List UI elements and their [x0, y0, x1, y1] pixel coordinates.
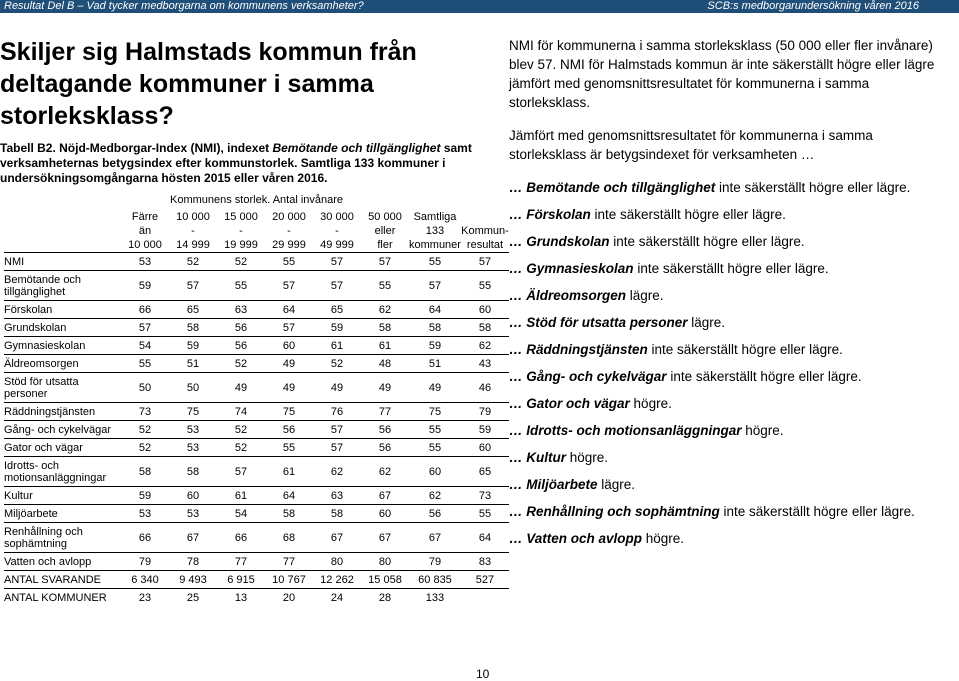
- table-cell: 76: [313, 403, 361, 421]
- column-header-line: -: [335, 225, 339, 237]
- heading-line: Skiljer sig Halmstads kommun från: [0, 38, 417, 66]
- table-row: [4, 487, 509, 505]
- table-cell: 59: [313, 319, 361, 337]
- results-table: [4, 192, 509, 606]
- page-number: 10: [476, 667, 490, 681]
- table-cell: 65: [461, 457, 509, 487]
- commentary-item-verdict: högre.: [642, 531, 685, 546]
- row-label: Grundskolan: [4, 319, 121, 337]
- commentary-paragraph: Jämfört med genomsnittsresultatet för kommunerna i samma storleksklass är betygsindexet för verksamheten …: [509, 128, 873, 162]
- table-cell: 65: [313, 301, 361, 319]
- page-heading: [0, 36, 470, 132]
- table-cell: 78: [169, 553, 217, 571]
- table-cell: 58: [361, 319, 409, 337]
- banner-left-text: Resultat Del B – Vad tycker medborgarna om kommunens verksamheter?: [4, 0, 364, 12]
- table-cell: 59: [169, 337, 217, 355]
- table-cell: 56: [217, 319, 265, 337]
- table-cell: 12 262: [313, 571, 361, 589]
- column-header-line: 15 000: [224, 211, 258, 223]
- table-cell: 68: [265, 523, 313, 553]
- column-header: [217, 192, 265, 253]
- table-cell: 62: [313, 457, 361, 487]
- row-label: Idrotts- och motionsanläggningar: [4, 457, 121, 487]
- table-cell: 46: [461, 373, 509, 403]
- column-header: [169, 192, 217, 253]
- table-cell: 67: [409, 523, 461, 553]
- table-cell: 53: [169, 505, 217, 523]
- table-cell: 54: [121, 337, 169, 355]
- table-cell: 55: [409, 253, 461, 271]
- column-header-line: Samtliga: [413, 211, 457, 223]
- column-header-line: Kommun-: [461, 225, 509, 237]
- table-row: [4, 523, 509, 553]
- table-cell: 28: [361, 589, 409, 607]
- table-cell: 62: [361, 457, 409, 487]
- column-header-line: 29 999: [272, 239, 306, 251]
- table-cell: 55: [265, 439, 313, 457]
- commentary-item: [509, 259, 949, 278]
- commentary-item-verdict: inte säkerställt högre eller lägre.: [590, 207, 786, 222]
- table-row: [4, 355, 509, 373]
- column-header-line: fler: [377, 239, 393, 251]
- table-cell: 52: [217, 439, 265, 457]
- commentary-item-verdict: inte säkerställt högre eller lägre.: [715, 180, 911, 195]
- table-cell: 64: [265, 487, 313, 505]
- table-cell: 66: [121, 523, 169, 553]
- table-cell: 61: [313, 337, 361, 355]
- table-row: [4, 421, 509, 439]
- row-label: Gymnasieskolan: [4, 337, 121, 355]
- table-cell: 6 915: [217, 571, 265, 589]
- table-cell: 60: [361, 505, 409, 523]
- table-cell: 55: [461, 271, 509, 301]
- table-cell: 56: [409, 505, 461, 523]
- row-label: Vatten och avlopp: [4, 553, 121, 571]
- table-row: [4, 553, 509, 571]
- table-cell: 67: [169, 523, 217, 553]
- table-cell: 54: [217, 505, 265, 523]
- column-header-line: 49 999: [320, 239, 354, 251]
- table-cell: 23: [121, 589, 169, 607]
- table-cell: 49: [409, 373, 461, 403]
- table-cell: 50: [169, 373, 217, 403]
- table-cell: 65: [169, 301, 217, 319]
- row-label: Gång- och cykelvägar: [4, 421, 121, 439]
- commentary-item: [509, 313, 949, 332]
- table-cell: 133: [409, 589, 461, 607]
- commentary-item: [509, 475, 949, 494]
- row-label: Miljöarbete: [4, 505, 121, 523]
- commentary-item: [509, 394, 949, 413]
- table-cell: 57: [121, 319, 169, 337]
- commentary-item: [509, 286, 949, 305]
- column-header: [361, 192, 409, 253]
- column-header: [409, 192, 461, 253]
- column-group-label: Kommunens storlek. Antal invånare: [170, 194, 344, 206]
- table-cell: 66: [121, 301, 169, 319]
- table-row: [4, 505, 509, 523]
- row-label: ANTAL SVARANDE: [4, 571, 121, 589]
- table-cell: 63: [217, 301, 265, 319]
- table-cell: 57: [313, 421, 361, 439]
- commentary-item-subject: … Grundskolan: [509, 234, 610, 249]
- commentary-item-verdict: inte säkerställt högre eller lägre.: [633, 261, 829, 276]
- table-cell: 77: [361, 403, 409, 421]
- table-cell: 55: [409, 439, 461, 457]
- commentary-item-subject: … Gymnasieskolan: [509, 261, 634, 276]
- table-cell: 60: [169, 487, 217, 505]
- column-header-line: än: [138, 225, 152, 237]
- table-cell: 49: [361, 373, 409, 403]
- header-banner: [0, 0, 959, 13]
- table-cell: 60: [461, 301, 509, 319]
- table-cell: 62: [361, 301, 409, 319]
- column-header-line: resultat: [466, 239, 503, 251]
- table-cell: 55: [217, 271, 265, 301]
- table-cell: 53: [169, 439, 217, 457]
- table-cell: 51: [409, 355, 461, 373]
- column-header-line: 50 000: [368, 211, 402, 223]
- table-cell: 13: [217, 589, 265, 607]
- commentary-item-verdict: inte säkerställt högre eller lägre.: [647, 342, 843, 357]
- table-cell: 56: [265, 421, 313, 439]
- table-row: [4, 319, 509, 337]
- table-cell: 58: [121, 457, 169, 487]
- table-row: [4, 271, 509, 301]
- table-cell: 61: [217, 487, 265, 505]
- table-cell: 77: [217, 553, 265, 571]
- table-cell: 50: [121, 373, 169, 403]
- row-label: NMI: [4, 253, 121, 271]
- table-cell: 57: [265, 271, 313, 301]
- table-cell: 58: [169, 457, 217, 487]
- table-cell: 43: [461, 355, 509, 373]
- table-cell: 59: [121, 271, 169, 301]
- table-header-row: [4, 192, 509, 253]
- table-cell: [461, 589, 509, 607]
- header-corner: [4, 192, 121, 253]
- table-cell: 57: [461, 253, 509, 271]
- table-cell: 52: [169, 253, 217, 271]
- table-row: [4, 373, 509, 403]
- table-cell: 49: [265, 373, 313, 403]
- caption-emphasis: Bemötande och tillgänglighet: [272, 141, 441, 155]
- row-label: ANTAL KOMMUNER: [4, 589, 121, 607]
- table-cell: 57: [313, 439, 361, 457]
- table-cell: 60: [461, 439, 509, 457]
- row-label: Bemötande och tillgänglighet: [4, 271, 121, 301]
- commentary-item-verdict: inte säkerställt högre eller lägre.: [719, 504, 915, 519]
- table-row: [4, 571, 509, 589]
- table-cell: 52: [217, 253, 265, 271]
- column-header: [313, 192, 361, 253]
- table-cell: 51: [169, 355, 217, 373]
- table-cell: 49: [265, 355, 313, 373]
- table-cell: 20: [265, 589, 313, 607]
- table-cell: 58: [169, 319, 217, 337]
- table-cell: 59: [409, 337, 461, 355]
- column-header: [265, 192, 313, 253]
- commentary-item-verdict: högre.: [629, 396, 672, 411]
- commentary-item-verdict: högre.: [566, 450, 609, 465]
- table-cell: 67: [361, 523, 409, 553]
- commentary-item-verdict: inte säkerställt högre eller lägre.: [666, 369, 862, 384]
- table-cell: 67: [361, 487, 409, 505]
- commentary-item: [509, 232, 949, 251]
- table-cell: 57: [313, 253, 361, 271]
- table-cell: 79: [409, 553, 461, 571]
- column-header-line: Färre: [131, 211, 159, 223]
- table-cell: 56: [361, 439, 409, 457]
- commentary-paragraph: NMI för kommunerna i samma storleksklass (50 000 eller fler invånare) blev 57. NMI för Halmstads kommun är inte säkerställt högre eller lägre jämfört med genomsnittsresultatet för kommunerna i samma storleksklass.: [509, 38, 935, 110]
- table-cell: 49: [313, 373, 361, 403]
- commentary-item-verdict: lägre.: [687, 315, 726, 330]
- row-label: Stöd för utsatta personer: [4, 373, 121, 403]
- column-header: [121, 192, 169, 253]
- commentary-item: [509, 529, 949, 548]
- table-cell: 527: [461, 571, 509, 589]
- column-header-line: 30 000: [320, 211, 354, 223]
- table-cell: 55: [409, 421, 461, 439]
- commentary-item: [509, 448, 949, 467]
- column-header-line: -: [239, 225, 243, 237]
- table-cell: 73: [121, 403, 169, 421]
- table-cell: 59: [461, 421, 509, 439]
- column-header-line: 14 999: [176, 239, 210, 251]
- commentary-item-subject: … Kultur: [509, 450, 566, 465]
- table-cell: 15 058: [361, 571, 409, 589]
- table-cell: 9 493: [169, 571, 217, 589]
- table-cell: 57: [409, 271, 461, 301]
- commentary-item: [509, 421, 949, 440]
- table-cell: 80: [313, 553, 361, 571]
- commentary-item-verdict: lägre.: [626, 288, 664, 303]
- table-cell: 59: [121, 487, 169, 505]
- commentary-item-subject: … Vatten och avlopp: [509, 531, 643, 546]
- banner-right-text: SCB:s medborgarundersökning våren 2016: [707, 0, 919, 12]
- commentary-item-verdict: inte säkerställt högre eller lägre.: [609, 234, 805, 249]
- table-cell: 80: [361, 553, 409, 571]
- table-cell: 62: [461, 337, 509, 355]
- table-cell: 53: [169, 421, 217, 439]
- table-cell: 53: [121, 253, 169, 271]
- column-header-line: 20 000: [272, 211, 306, 223]
- row-label: Kultur: [4, 487, 121, 505]
- caption-part: Tabell B2. Nöjd-Medborgar-Index (NMI), indexet: [0, 141, 273, 155]
- table-cell: 67: [313, 523, 361, 553]
- commentary-item: [509, 205, 949, 224]
- row-label: Gator och vägar: [4, 439, 121, 457]
- column-header-line: 10 000: [176, 211, 210, 223]
- table-cell: 6 340: [121, 571, 169, 589]
- commentary-item-verdict: högre.: [741, 423, 784, 438]
- commentary-item-subject: … Bemötande och tillgänglighet: [509, 180, 716, 195]
- table-cell: 60 835: [409, 571, 461, 589]
- heading-line: storleksklass?: [0, 102, 174, 130]
- table-cell: 55: [265, 253, 313, 271]
- commentary-item-subject: … Renhållning och sophämtning: [509, 504, 720, 519]
- heading-line: deltagande kommuner i samma: [0, 70, 374, 98]
- table-cell: 55: [461, 505, 509, 523]
- table-cell: 56: [217, 337, 265, 355]
- table-cell: 58: [265, 505, 313, 523]
- table-cell: 57: [265, 319, 313, 337]
- table-row: [4, 439, 509, 457]
- commentary-list: [509, 178, 949, 548]
- table-cell: 74: [217, 403, 265, 421]
- table-cell: 52: [121, 421, 169, 439]
- table-cell: 55: [361, 271, 409, 301]
- column-header-line: 10 000: [128, 239, 162, 251]
- table-cell: 57: [169, 271, 217, 301]
- row-label: Renhållning och sophämtning: [4, 523, 121, 553]
- row-label: Förskolan: [4, 301, 121, 319]
- column-header: [461, 192, 509, 253]
- table-cell: 64: [461, 523, 509, 553]
- commentary-item-subject: … Idrotts- och motionsanläggningar: [509, 423, 742, 438]
- table-caption: [0, 141, 480, 186]
- column-header-line: 19 999: [224, 239, 258, 251]
- commentary-item-subject: … Räddningstjänsten: [509, 342, 648, 357]
- table-cell: 48: [361, 355, 409, 373]
- column-header-line: 133: [425, 225, 445, 237]
- table-cell: 53: [121, 505, 169, 523]
- table-cell: 62: [409, 487, 461, 505]
- table-cell: 61: [265, 457, 313, 487]
- table-cell: 57: [217, 457, 265, 487]
- table-cell: 24: [313, 589, 361, 607]
- table-cell: 57: [361, 253, 409, 271]
- table-cell: 58: [461, 319, 509, 337]
- table-cell: 57: [313, 271, 361, 301]
- table-cell: 58: [313, 505, 361, 523]
- table-cell: 58: [409, 319, 461, 337]
- table-cell: 63: [313, 487, 361, 505]
- table-cell: 61: [361, 337, 409, 355]
- table-cell: 75: [169, 403, 217, 421]
- table-row: [4, 457, 509, 487]
- table-row: [4, 589, 509, 607]
- table-row: [4, 253, 509, 271]
- table-cell: 79: [121, 553, 169, 571]
- table-cell: 64: [409, 301, 461, 319]
- table-cell: 25: [169, 589, 217, 607]
- table-cell: 75: [265, 403, 313, 421]
- table-cell: 64: [265, 301, 313, 319]
- table-cell: 52: [217, 355, 265, 373]
- commentary-item: [509, 340, 949, 359]
- table-cell: 52: [217, 421, 265, 439]
- commentary-item-subject: … Gång- och cykelvägar: [509, 369, 667, 384]
- commentary-item: [509, 178, 949, 197]
- row-label: Räddningstjänsten: [4, 403, 121, 421]
- table-cell: 77: [265, 553, 313, 571]
- table-cell: 55: [121, 355, 169, 373]
- caption-part: samt verksamheternas betygsindex efter kommunstorlek. Samtliga 133 kommuner i undersökningsomgångarna hösten 2015 eller våren 2016.: [0, 141, 472, 185]
- table-row: [4, 337, 509, 355]
- table-cell: 60: [265, 337, 313, 355]
- table-cell: 73: [461, 487, 509, 505]
- table-cell: 52: [121, 439, 169, 457]
- commentary-item-subject: … Stöd för utsatta personer: [509, 315, 688, 330]
- commentary: [509, 36, 949, 556]
- commentary-item-subject: … Förskolan: [509, 207, 591, 222]
- commentary-item-subject: … Gator och vägar: [509, 396, 630, 411]
- table-cell: 66: [217, 523, 265, 553]
- table-row: [4, 403, 509, 421]
- row-label: Äldreomsorgen: [4, 355, 121, 373]
- table-cell: 52: [313, 355, 361, 373]
- column-header-line: -: [287, 225, 291, 237]
- table-cell: 75: [409, 403, 461, 421]
- commentary-item: [509, 367, 949, 386]
- table-cell: 49: [217, 373, 265, 403]
- commentary-item-subject: … Äldreomsorgen: [509, 288, 627, 303]
- column-header-line: -: [191, 225, 195, 237]
- table-row: [4, 301, 509, 319]
- column-header-line: kommuner: [409, 239, 461, 251]
- table-cell: 60: [409, 457, 461, 487]
- column-header-line: eller: [374, 225, 396, 237]
- commentary-item: [509, 502, 949, 521]
- table-cell: 10 767: [265, 571, 313, 589]
- table-cell: 79: [461, 403, 509, 421]
- table-cell: 56: [361, 421, 409, 439]
- commentary-item-subject: … Miljöarbete: [509, 477, 598, 492]
- table-cell: 83: [461, 553, 509, 571]
- commentary-item-verdict: lägre.: [597, 477, 636, 492]
